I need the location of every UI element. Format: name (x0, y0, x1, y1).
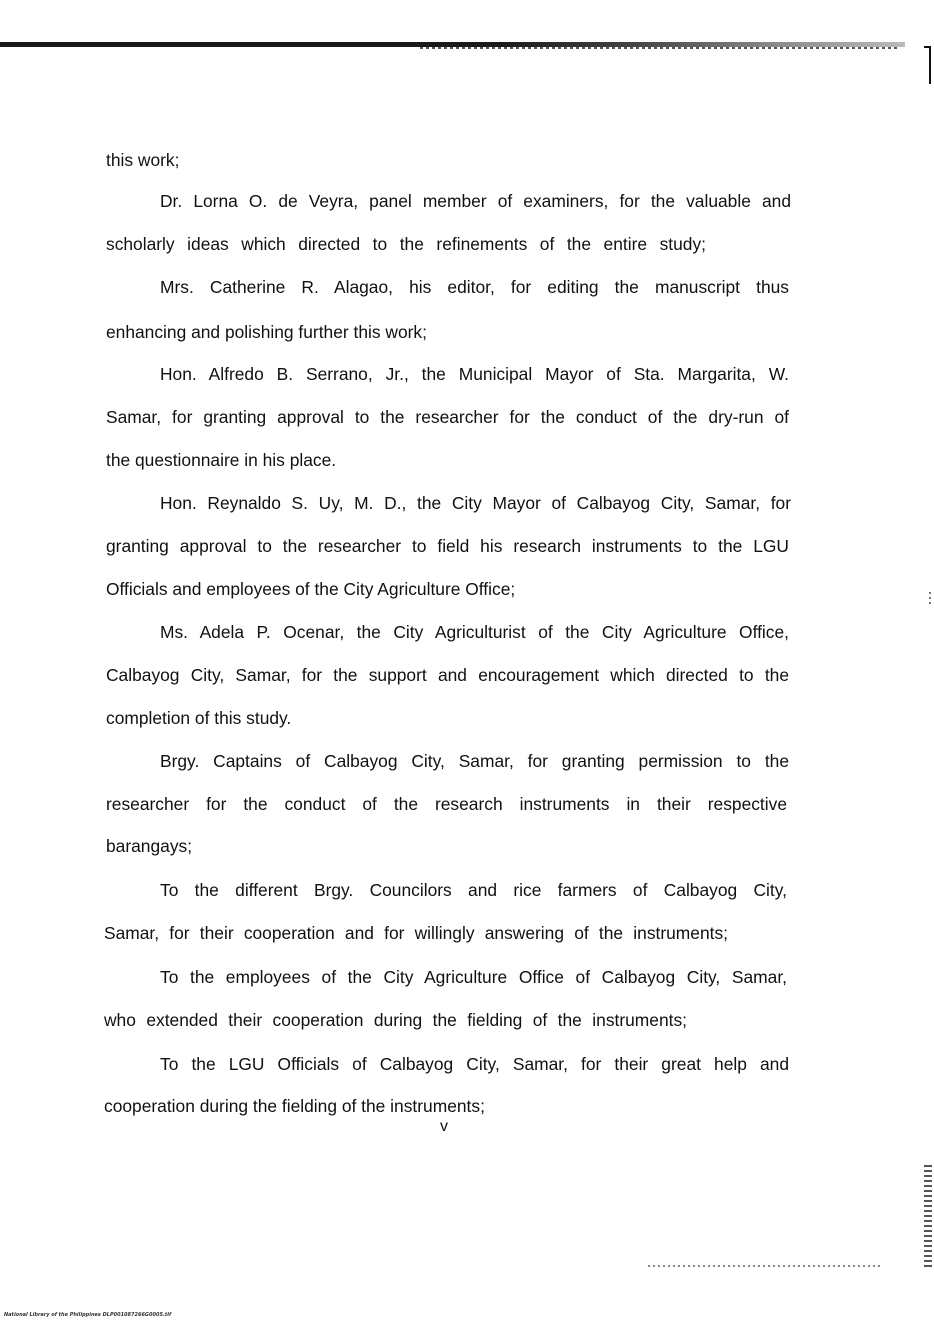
text-line: barangays; (106, 836, 193, 856)
text-line: Samar, for granting approval to the researcher for the conduct of the dry-run of (106, 407, 789, 427)
text-line: Officials and employees of the City Agriculture Office; (106, 579, 516, 599)
scan-edge-mark (929, 592, 931, 606)
page-number: v (440, 1118, 448, 1135)
text-line: Hon. Reynaldo S. Uy, M. D., the City Mayor of Calbayog City, Samar, for (160, 493, 791, 513)
text-line: Mrs. Catherine R. Alagao, his editor, for editing the manuscript thus (160, 277, 789, 297)
text-line: Brgy. Captains of Calbayog City, Samar, for granting permission to the (160, 751, 789, 771)
text-line: researcher for the conduct of the research instruments in their respective (106, 794, 787, 814)
text-line: Dr. Lorna O. de Veyra, panel member of examiners, for the valuable and (160, 191, 791, 211)
text-line: the questionnaire in his place. (106, 450, 337, 470)
text-line: Hon. Alfredo B. Serrano, Jr., the Municipal Mayor of Sta. Margarita, W. (160, 364, 789, 384)
scan-dotted-artifact (648, 1265, 880, 1267)
text-line: who extended their cooperation during the fielding of the instruments; (104, 1010, 687, 1030)
text-line: completion of this study. (106, 708, 292, 728)
text-line: granting approval to the researcher to field his research instruments to the LGU (106, 536, 789, 556)
text-line: scholarly ideas which directed to the refinements of the entire study; (106, 234, 706, 254)
text-line: To the different Brgy. Councilors and rice farmers of Calbayog City, (160, 880, 787, 900)
text-line: To the employees of the City Agriculture Office of Calbayog City, Samar, (160, 967, 787, 987)
text-line: cooperation during the fielding of the instruments; (104, 1096, 485, 1116)
scan-top-border-noise (420, 47, 900, 49)
text-line: Calbayog City, Samar, for the support and encouragement which directed to the (106, 665, 789, 685)
text-line: this work; (106, 150, 180, 170)
text-line: enhancing and polishing further this work; (106, 322, 427, 342)
text-line: To the LGU Officials of Calbayog City, Samar, for their great help and (160, 1054, 789, 1074)
text-line: Ms. Adela P. Ocenar, the City Agriculturist of the City Agriculture Office, (160, 622, 789, 642)
library-footer-stamp: National Library of the Philippines DLP001087266G0005.tif (4, 1312, 172, 1318)
scan-edge-noise (924, 1165, 932, 1270)
text-line: Samar, for their cooperation and for willingly answering of the instruments; (104, 923, 728, 943)
scan-corner-mark (924, 46, 931, 84)
